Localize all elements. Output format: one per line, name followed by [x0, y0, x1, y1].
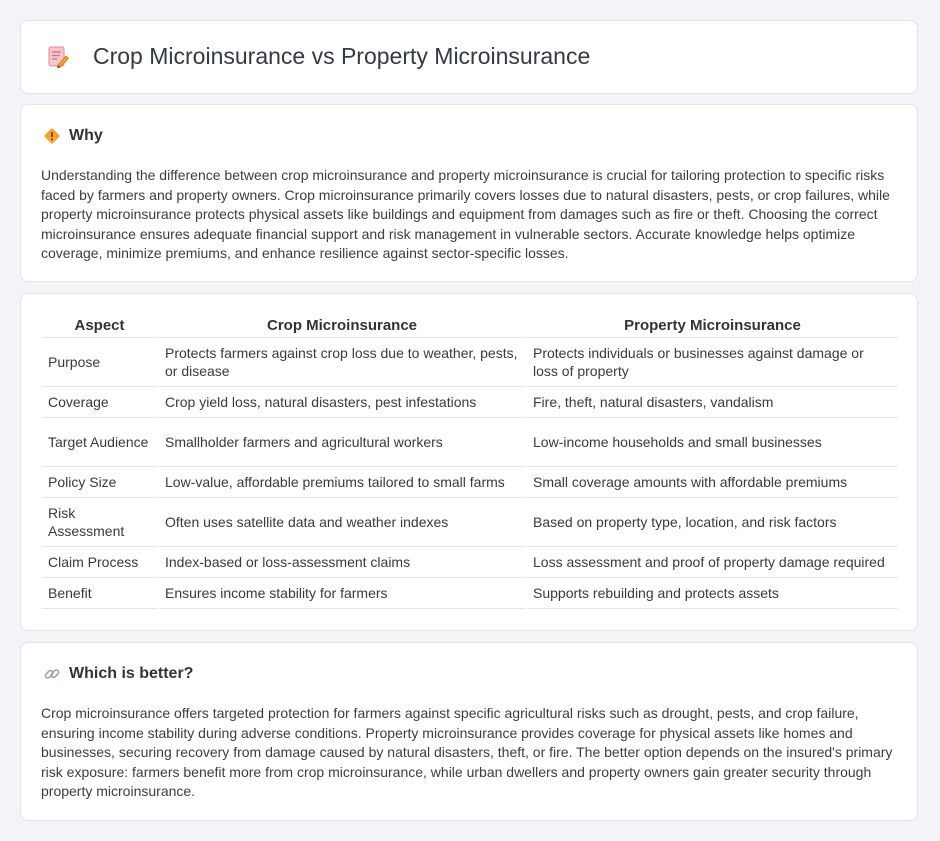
header-aspect: Aspect — [74, 317, 125, 334]
page-title: Crop Microinsurance vs Property Microinsurance — [93, 43, 591, 69]
diamond-sign-icon — [43, 127, 61, 145]
title-row — [45, 43, 590, 70]
cell-aspect: Risk Assessment — [42, 498, 158, 547]
cell-crop: Crop yield loss, natural disasters, pest infestations — [158, 387, 526, 418]
cell-crop: Protects farmers against crop loss due to weather, pests, or disease — [158, 338, 526, 387]
better-title: Which is better? — [69, 665, 194, 682]
better-body: Crop microinsurance offers targeted protection for farmers against specific agricultural risks such as drought, pests, and crop failure, ensuring income stability during adverse conditions. Property microinsurance provides coverage for physical assets like homes and businesses, securing recovery from damage caused by natural disasters, theft, or fire. The better option depends on the insured's primary risk exposure: farmers benefit more from crop microinsurance, while urban dwellers and property owners gain greater security through property microinsurance. — [41, 705, 893, 799]
table-row — [42, 498, 898, 547]
cell-crop: Often uses satellite data and weather indexes — [158, 498, 526, 547]
cell-aspect: Purpose — [42, 338, 158, 387]
cell-property: Based on property type, location, and risk factors — [526, 498, 898, 547]
cell-property: Loss assessment and proof of property damage required — [526, 547, 898, 578]
cell-aspect: Benefit — [42, 578, 158, 609]
cell-property: Fire, theft, natural disasters, vandalism — [526, 387, 898, 418]
better-section — [20, 642, 918, 821]
table-row — [42, 578, 898, 609]
document-edit-icon — [45, 44, 71, 70]
table-row — [42, 418, 898, 467]
why-section — [20, 104, 918, 282]
comparison-table — [42, 315, 898, 609]
better-header — [43, 665, 193, 683]
cell-aspect: Coverage — [42, 387, 158, 418]
why-title: Why — [69, 127, 103, 144]
table-row — [42, 387, 898, 418]
cell-crop: Smallholder farmers and agricultural workers — [158, 418, 526, 467]
title-card — [20, 20, 918, 94]
why-header — [43, 127, 103, 145]
cell-property: Low-income households and small businesses — [526, 418, 898, 467]
cell-aspect: Target Audience — [42, 418, 158, 467]
header-property: Property Microinsurance — [526, 315, 898, 338]
cell-crop: Low-value, affordable premiums tailored to small farms — [158, 467, 526, 498]
header-crop: Crop Microinsurance — [158, 315, 526, 338]
comparison-section — [20, 293, 918, 631]
table-row — [42, 338, 898, 387]
cell-property: Supports rebuilding and protects assets — [526, 578, 898, 609]
why-body: Understanding the difference between crop microinsurance and property microinsurance is crucial for tailoring protection to specific risks faced by farmers and property owners. Crop microinsurance primarily covers losses due to natural disasters, pests, or crop failures, while property microinsurance protects physical assets like buildings and equipment from damages such as fire or theft. Choosing the correct microinsurance ensures adequate financial support and risk management in vulnerable sectors. Accurate knowledge helps optimize coverage, minimize premiums, and enhance resilience against sector-specific losses. — [41, 167, 890, 261]
cell-crop: Index-based or loss-assessment claims — [158, 547, 526, 578]
cell-crop: Ensures income stability for farmers — [158, 578, 526, 609]
table-header-row — [42, 315, 898, 338]
table-row — [42, 547, 898, 578]
cell-aspect: Claim Process — [42, 547, 158, 578]
table-row — [42, 467, 898, 498]
cell-property: Protects individuals or businesses against damage or loss of property — [526, 338, 898, 387]
link-icon — [43, 665, 61, 683]
cell-property: Small coverage amounts with affordable premiums — [526, 467, 898, 498]
cell-aspect: Policy Size — [42, 467, 158, 498]
